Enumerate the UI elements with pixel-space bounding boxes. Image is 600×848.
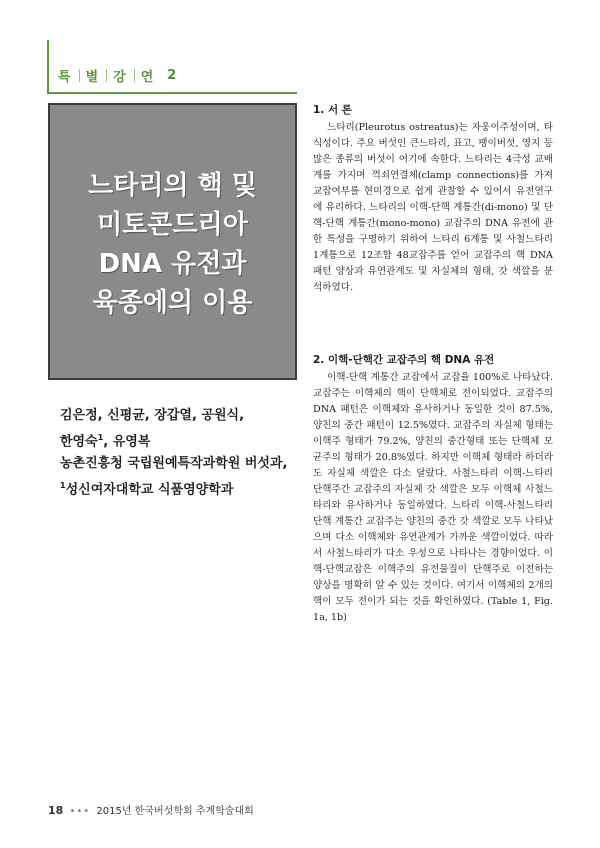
title-box xyxy=(48,103,297,380)
author-line xyxy=(60,427,310,453)
section-number: 2 xyxy=(167,68,179,83)
author-name: , 유영복 xyxy=(103,434,151,450)
section-body: 느타리(Pleurotus ostreatus)는 자웅이주성이며, 타식성이다. 주요 버섯인 큰느타리, 표고, 팽이버섯, 영지 등 많은 종류의 버섯이 여기에 속한다. 느타리는 4극성 교배계를 가지며 꺽쇠연결체(clamp connections)를 가져 교잡여부를 현미경으로 쉽게 관찰할 수 있어서 유전연구에 유리하다. 느타리의 이핵-단핵 계통간(di-mono) 및 단핵-단핵 계통간(mono-mono) 교잡주의 DNA 유전에 관한 특성을 구명하기 위하여 느타리 6계통 및 사철느타리 1계통으로 12조합 48교잡주를 얻어 교잡주의 핵 DNA 패턴 양상과 유연관계도 및 자실체의 형태, 갓 색깔을 분석하였다. xyxy=(313,122,553,293)
section-heading: 2. 이핵-단핵간 교잡주의 핵 DNA 유전 xyxy=(313,354,495,366)
affiliation-mark: 1 xyxy=(60,481,66,491)
header-accent-vertical-line xyxy=(47,40,49,92)
page-number: 18 xyxy=(48,804,64,817)
header-accent-horizontal-line xyxy=(47,92,297,94)
affiliation-line xyxy=(60,475,310,501)
section-label xyxy=(52,66,178,85)
affiliation-line: 농촌진흥청 국립원예특작과학원 버섯과, xyxy=(60,456,288,472)
section-label-char: 강 xyxy=(113,70,128,85)
footer-dots: ••• xyxy=(69,806,91,817)
section-label-char: 특 xyxy=(58,70,73,85)
section-body: 이핵-단핵 계통간 교잡에서 교잡율 100%로 나타났다. 교잡주는 이핵체의 핵이 단핵체로 전이되었다. 교잡주의 DNA 패턴은 이핵체와 유사하거나 동일한 것이 87.5%, 양친의 중간 패턴이 12.5%였다. 교잡주의 자실체 형태는 이핵주 형태가 79.2%, 양친의 중간형태 또는 단핵체 모균주의 형태가 20.8%였다. 하지만 이핵체 형태라 하더라도 자실체 색깔은 다소 달랐다. 사철느타리 이핵-느타리 단핵주간 교잡주의 자실체 갓 색깔은 모두 이핵체 사철느타리와 유사하거나 동일하였다. 느타리 이핵-사철느타리 단핵 계통간 교잡주는 양친의 중간 갓 색깔로 모두 나타났으며 다소 이핵체와 유연관계가 가까운 색깔이었다. 따라서 사철느타리가 다소 우성으로 나타나는 경향이었다. 이핵-단핵교잡은 이핵주의 유전물질이 단핵주로 이전하는 양상을 명확히 알 수 있는 것이다. 여기서 이핵체의 2개의 핵이 모두 전이가 되는 것을 확인하였다. (Table 1, Fig. 1a, 1b) xyxy=(313,372,553,623)
author-block xyxy=(60,405,310,502)
event-name: 2015년 한국버섯학회 추계학술대회 xyxy=(96,806,254,817)
author-line: 김은정, 신평균, 장갑열, 공원식, xyxy=(60,408,245,423)
section-label-char: 별 xyxy=(85,70,101,85)
section-dikaryon-monokaryon xyxy=(313,352,553,626)
author-name: 한영숙 xyxy=(60,434,98,450)
title-line: DNA 유전과 xyxy=(98,249,247,279)
title-line: 육종에의 이용 xyxy=(92,288,253,318)
section-introduction xyxy=(313,102,553,296)
section-heading: 1. 서 론 xyxy=(313,104,352,116)
affiliation-name: 성신여자대학교 식품영양학과 xyxy=(65,482,234,498)
page-footer xyxy=(48,802,254,817)
section-label-char: 연 xyxy=(140,70,156,85)
affiliation-mark: 1 xyxy=(97,433,104,442)
paper-title xyxy=(50,167,295,323)
title-line: 느타리의 핵 및 xyxy=(88,171,257,201)
title-line: 미토콘드리아 xyxy=(97,210,248,240)
